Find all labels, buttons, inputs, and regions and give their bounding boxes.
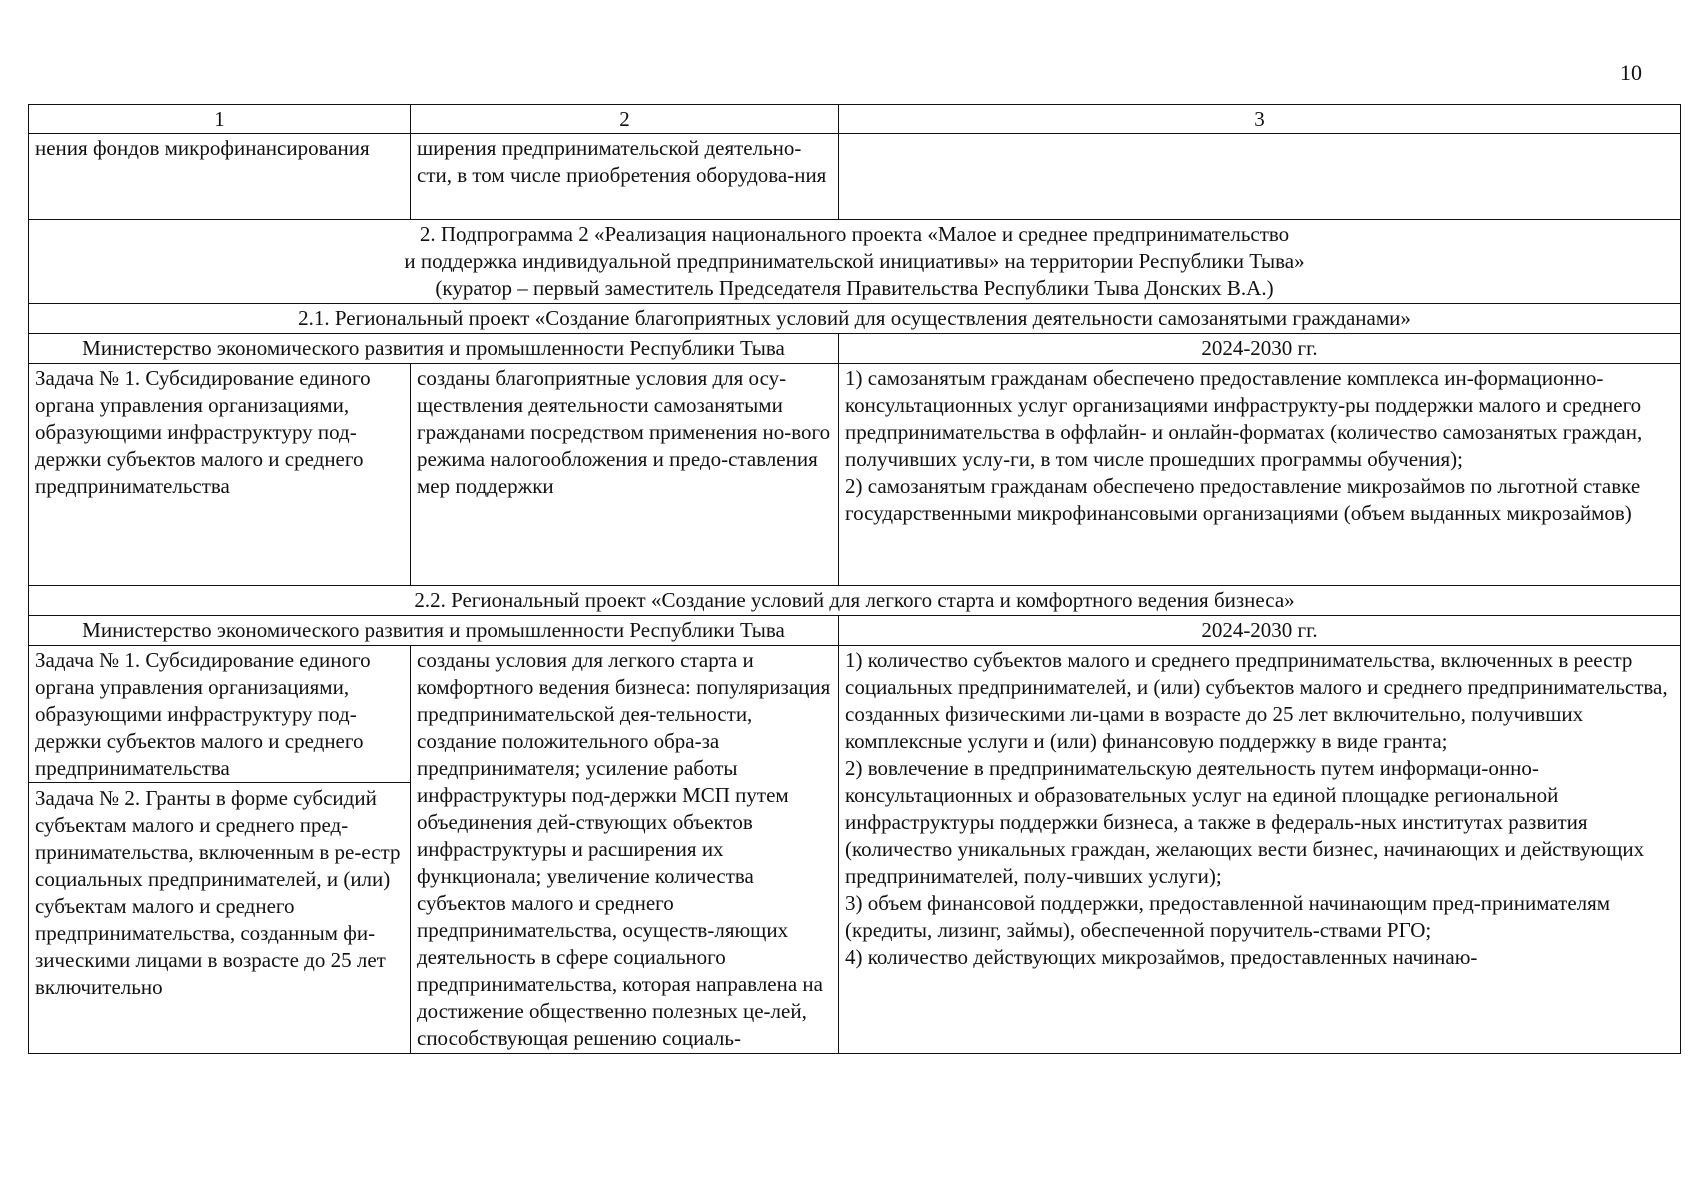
column-header-row <box>29 105 1681 134</box>
project-2-period: 2024-2030 гг. <box>839 616 1681 646</box>
project-2-result: созданы условия для легкого старта и комфортного ведения бизнеса: популяризация предпринимательской дея-тельности, создание положительного обра-за предпринимателя; усиление работы инфраструктуры под-держки МСП путем объединения дей-ствующих объектов инфраструктуры и расширения их функционала; увеличение количества субъектов малого и среднего предпринимательства, осуществ-ляющих деятельность в сфере социального предпринимательства, которая направлена на достижение общественно полезных це-лей, способствующая решению социаль- <box>411 646 839 1054</box>
column-header-1: 1 <box>29 105 411 134</box>
project-1-task-1: Задача № 1. Субсидирование единого органа управления организациями, образующими инфраструктуру под-держки субъектов малого и среднего предпринимательства <box>29 364 411 586</box>
project-1-ministry-row <box>29 334 1681 364</box>
project-2-ministry: Министерство экономического развития и промышленности Республики Тыва <box>29 616 839 646</box>
continuation-cell-3 <box>839 134 1681 220</box>
project-1-indicators <box>839 364 1681 586</box>
project-2-indicator-3: 3) объем финансовой поддержки, предоставленной начинающим пред-принимателям (кредиты, лизинг, займы), обеспеченной поручитель-ствами РГО; <box>845 891 1611 942</box>
column-header-2: 2 <box>411 105 839 134</box>
project-2-tasks <box>29 646 411 1054</box>
project-1-title: 2.1. Региональный проект «Создание благоприятных условий для осуществления деятельности самозанятыми гражданами» <box>29 304 1681 334</box>
project-1-task-row <box>29 364 1681 586</box>
subprogram-line-2: и поддержка индивидуальной предпринимательской инициативы» на территории Республики Тыва» <box>404 249 1305 273</box>
project-1-ministry: Министерство экономического развития и промышленности Республики Тыва <box>29 334 839 364</box>
project-1-indicator-2: 2) самозанятым гражданам обеспечено предоставление микрозаймов по льготной ставке государственными микрофинансовыми организациями (объем выданных микрозаймов) <box>845 474 1641 525</box>
continuation-row <box>29 134 1681 220</box>
project-2-task-1: Задача № 1. Субсидирование единого органа управления организациями, образующими инфраструктуру под-держки субъектов малого и среднего предпринимательства <box>35 648 371 780</box>
project-2-indicator-1: 1) количество субъектов малого и среднего предпринимательства, включенных в реестр социальных предпринимателей, и (или) субъектов малого и среднего предпринимательства, созданных физическими ли-цами в возрасте до 25 лет включительно, получивших комплексные услуги и (или) финансовую поддержку в виде гранта; <box>845 648 1668 753</box>
subprogram-title <box>29 220 1681 304</box>
subprogram-row <box>29 220 1681 304</box>
continuation-cell-1: нения фондов микрофинансирования <box>29 134 411 220</box>
subprogram-line-3: (куратор – первый заместитель Председателя Правительства Республики Тыва Донских В.А.) <box>435 276 1274 300</box>
project-2-indicator-4: 4) количество действующих микрозаймов, предоставленных начинаю- <box>845 945 1478 969</box>
subprogram-line-1: 2. Подпрограмма 2 «Реализация национального проекта «Малое и среднее предпринимательство <box>419 222 1290 246</box>
project-2-task-row <box>29 646 1681 1054</box>
project-2-title: 2.2. Региональный проект «Создание условий для легкого старта и комфортного ведения бизнеса» <box>29 586 1681 616</box>
page-number: 10 <box>1620 60 1642 85</box>
project-1-result: созданы благоприятные условия для осу-ществления деятельности самозанятыми гражданами посредством применения но-вого режима налогообложения и предо-ставления мер поддержки <box>411 364 839 586</box>
project-2-task-2: Задача № 2. Гранты в форме субсидий субъектам малого и среднего пред-принимательства, включенным в ре-естр социальных предпринимателей, и (или) субъектам малого и среднего предпринимательства, созданным фи-зическими лицами в возрасте до 25 лет включительно <box>29 782 410 1001</box>
project-2-indicator-2: 2) вовлечение в предпринимательскую деятельность путем информаци-онно-консультационных и образовательных услуг на единой площадке региональной инфраструктуры поддержки бизнеса, а также в федераль-ных институтах развития (количество уникальных граждан, желающих вести бизнес, начинающих и действующих предпринимателей, полу-чивших услуги); <box>845 756 1645 888</box>
column-header-3: 3 <box>839 105 1681 134</box>
project-1-indicator-1: 1) самозанятым гражданам обеспечено предоставление комплекса ин-формационно-консультационных услуг организациями инфраструкту-ры поддержки малого и среднего предпринимательства в оффлайн- и онлайн-форматах (количество самозанятых граждан, получивших услу-ги, в том числе прошедших программы обучения); <box>845 366 1643 471</box>
project-2-title-row <box>29 586 1681 616</box>
program-table <box>28 104 1681 1054</box>
project-2-ministry-row <box>29 616 1681 646</box>
continuation-cell-2: ширения предпринимательской деятельно-сти, в том числе приобретения оборудова-ния <box>411 134 839 220</box>
project-1-title-row <box>29 304 1681 334</box>
project-1-period: 2024-2030 гг. <box>839 334 1681 364</box>
project-2-indicators <box>839 646 1681 1054</box>
